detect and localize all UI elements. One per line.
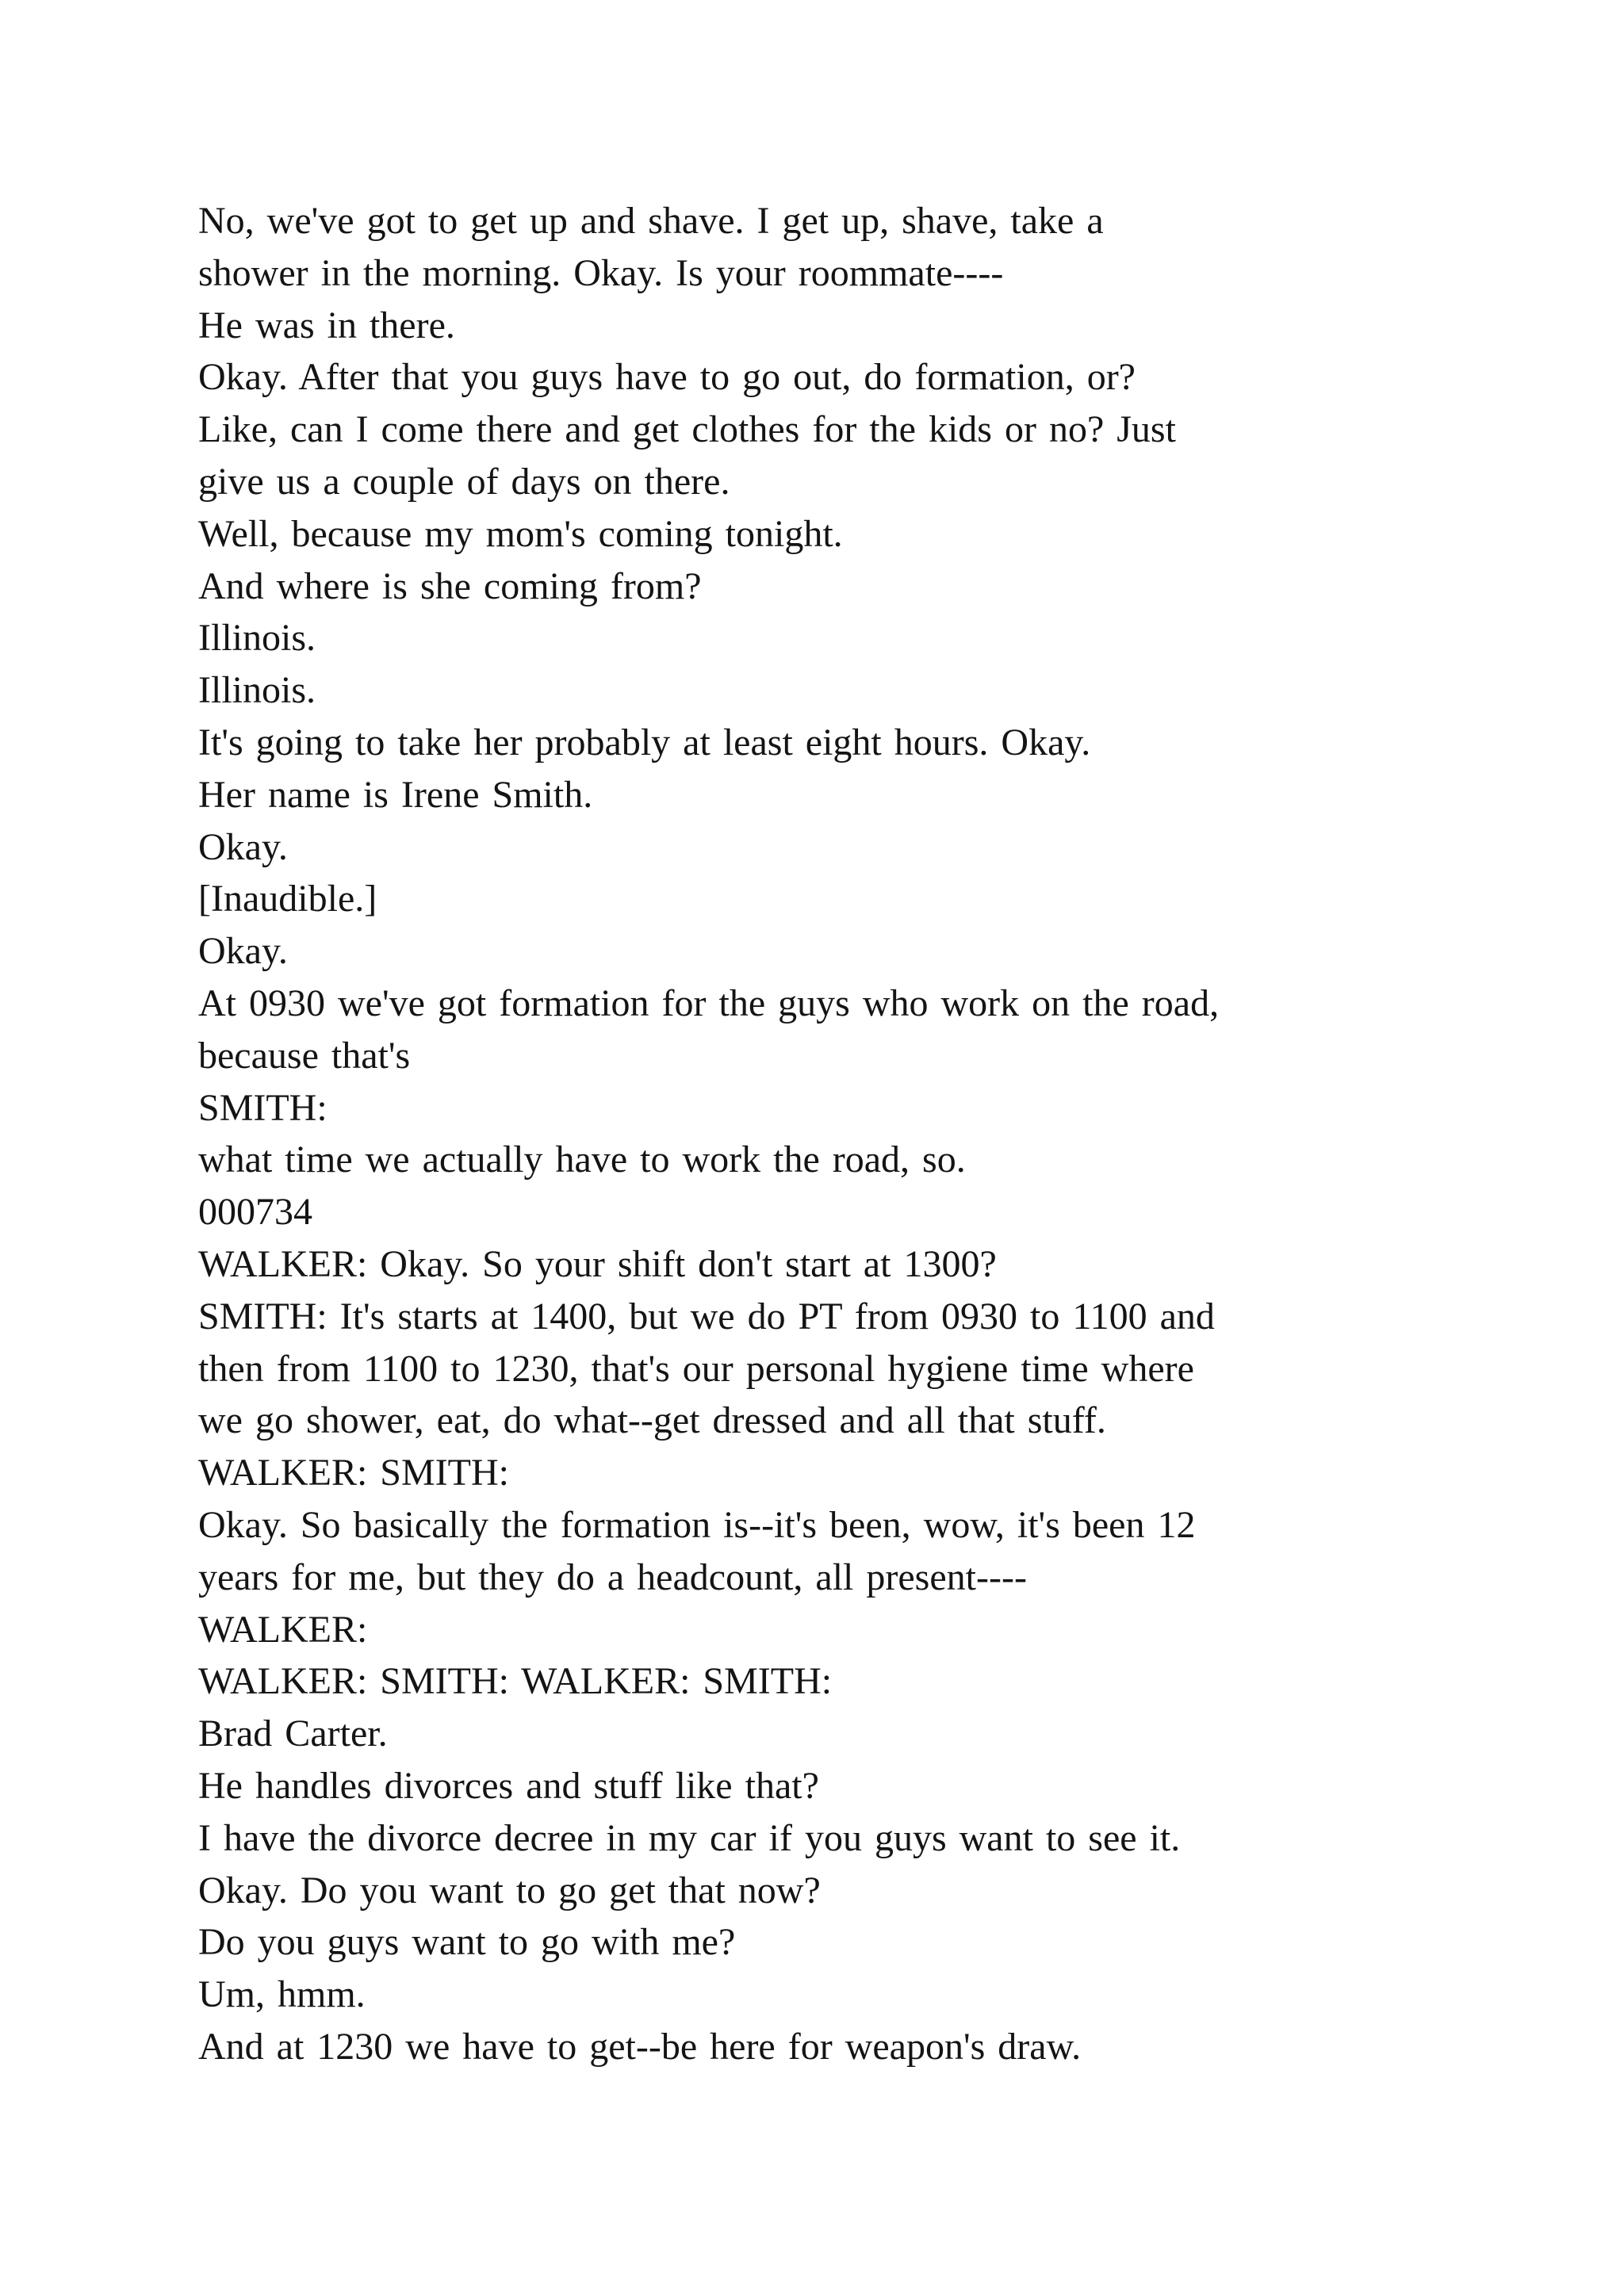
transcript-line: Like, can I come there and get clothes for the kids or no? Just [198, 408, 1176, 451]
transcript-line: WALKER: SMITH: WALKER: SMITH: [198, 1660, 833, 1703]
transcript-line: Brad Carter. [198, 1712, 388, 1755]
transcript-text [198, 195, 1435, 2073]
transcript-line: I have the divorce decree in my car if you guys want to see it. [198, 1816, 1181, 1859]
transcript-line: And where is she coming from? [198, 564, 702, 607]
transcript-line: WALKER: Okay. So your shift don't start at 1300? [198, 1242, 997, 1285]
transcript-line: then from 1100 to 1230, that's our personal hygiene time where [198, 1347, 1194, 1390]
transcript-line: Um, hmm. [198, 1973, 366, 2016]
transcript-line: we go shower, eat, do what--get dressed and all that stuff. [198, 1399, 1106, 1442]
transcript-line: SMITH: [198, 1086, 327, 1129]
transcript-line: WALKER: SMITH: [198, 1452, 509, 1494]
transcript-line: shower in the morning. Okay. Is your roommate---- [198, 251, 1004, 294]
transcript-line: what time we actually have to work the road, so. [198, 1138, 966, 1181]
transcript-line: Okay. [198, 930, 288, 973]
transcript-line: Do you guys want to go with me? [198, 1921, 736, 1964]
transcript-line: Okay. After that you guys have to go out, do formation, or? [198, 356, 1136, 399]
transcript-line: It's going to take her probably at least eight hours. Okay. [198, 721, 1091, 763]
transcript-line: 000734 [198, 1191, 312, 1234]
transcript-line: At 0930 we've got formation for the guys who work on the road, [198, 982, 1220, 1024]
transcript-line: Well, because my mom's coming tonight. [198, 512, 843, 555]
transcript-line: Okay. Do you want to go get that now? [198, 1869, 821, 1911]
transcript-line: Her name is Irene Smith. [198, 773, 593, 816]
transcript-line: Okay. So basically the formation is--it's been, wow, it's been 12 [198, 1503, 1196, 1546]
transcript-line: Okay. [198, 825, 288, 868]
transcript-line: SMITH: It's starts at 1400, but we do PT from 0930 to 1100 and [198, 1295, 1215, 1337]
transcript-line: Illinois. [198, 669, 316, 712]
transcript-line: Illinois. [198, 617, 316, 660]
transcript-line: He was in there. [198, 304, 455, 346]
transcript-line: because that's [198, 1034, 411, 1077]
transcript-line: He handles divorces and stuff like that? [198, 1764, 819, 1807]
transcript-line: No, we've got to get up and shave. I get up, shave, take a [198, 200, 1104, 242]
transcript-line: And at 1230 we have to get--be here for weapon's draw. [198, 2025, 1082, 2068]
transcript-line: [Inaudible.] [198, 878, 377, 920]
transcript-line: WALKER: [198, 1608, 368, 1651]
transcript-line: years for me, but they do a headcount, all present---- [198, 1556, 1027, 1598]
transcript-line: give us a couple of days on there. [198, 460, 730, 503]
